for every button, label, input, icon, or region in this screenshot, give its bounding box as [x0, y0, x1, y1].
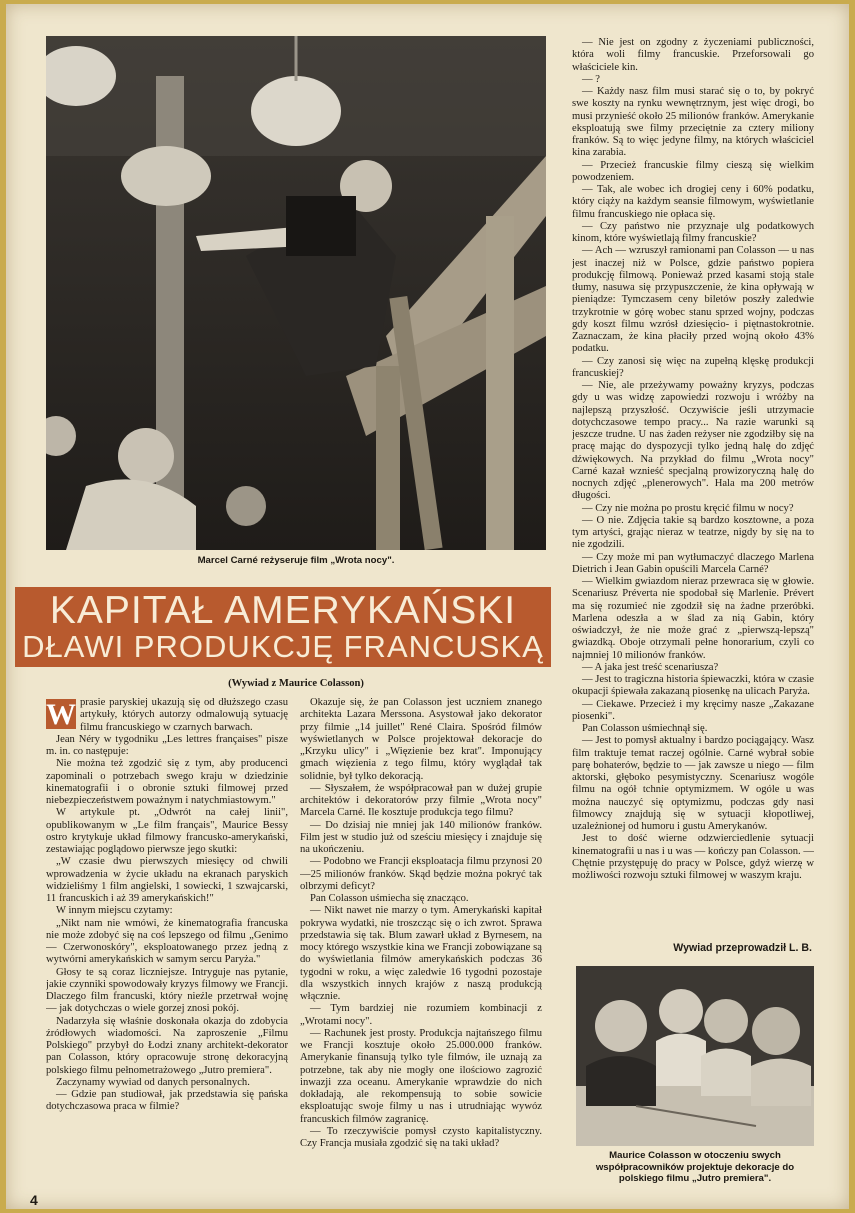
drop-cap: W [46, 698, 76, 731]
magazine-page [6, 4, 849, 1209]
col3-paragraph: — Nie jest on zgodny z życzeniami publiczności, która woli filmy francuskie. Przeforsowali go właściciele kin. [572, 37, 814, 73]
col1-paragraph: „W czasie dwu pierwszych miesięcy od chwili wprowadzenia w życie układu na ekranach paryskich widzieliśmy 1 film angielski, 1 sowiecki, 1 szwajcarski, 11 francuskich i aż 39 amerykańskich!" [46, 856, 288, 904]
colasson-photo [576, 966, 814, 1146]
col2-paragraph: — Podobno we Francji eksploatacja filmu przynosi 20—25 milionów franków. Skąd będzie można pokryć tak olbrzymi deficyt? [300, 856, 542, 892]
col3-paragraph: — Ach — wzruszył ramionami pan Colasson — u nas jest inaczej niż w Polsce, gdzie państwo popiera produkcję filmową. Ponieważ przed kasami stoją stale tłumy, nasuwa się przypuszczenie, że kina opływają w pieniądze: Tymczasem ceny biletów poszły zaledwie trzykrotnie w górę wobec stanu sprzed wojny, podczas gdy koszt filmu wzrósł dziesięcio- i piętnastokrotnie. Zaznaczam, że kina płaciły przed wojną około 43% podatku. [572, 245, 814, 355]
col3-paragraph: — Każdy nasz film musi starać się o to, by pokryć swe koszty na rynku wewnętrznym, jest więc drogi, bo musi przynieść około 25 milionów franków. Amerykanie eksploatują swe filmy przeciętnie za cztery miliony franków. Są to więc jedyne filmy, na których właściciel kina zarabia. [572, 86, 814, 159]
col3-paragraph: — Wielkim gwiazdom nieraz przewraca się w głowie. Scenariusz Préverta nie spodobał się Marlenie. Prévert ma się rozumieć nie zgodził się na żadne przeróbki. Marlena odeszła a w ślad za nią Gabin, który oświadczył, że nie może grać z „pierwszą-lepszą" gwiazdką. Oboje otrzymali pełne honorarium, czyli co najmniej 10 milionów franków. [572, 576, 814, 661]
col3-paragraph: — Tak, ale wobec ich drogiej ceny i 60% podatku, który ciąży na każdym seansie filmowym, wyświetlanie filmu francuskiego nie opłaca się. [572, 184, 814, 220]
col1-paragraph: prasie paryskiej ukazują się od dłuższego czasu artykuły, których autorzy odmalowują sytuację filmu francuskiego w czarnych barwach. [80, 697, 288, 733]
col2-paragraph: — Nikt nawet nie marzy o tym. Amerykański kapitał pokrywa wydatki, nie troszcząc się o ich zwrot. Sprawa przedstawia się tak. Blum zawarł układ z Byrnesem, na mocy którego wszystkie kina we Francji zobowiązane są do wyświetlania filmów amerykańskich podczas 36 tygodni w roku, a więc zaledwie 16 tygodni pozostaje dla wszystkich innych krajów z naszą produkcją włącznie. [300, 905, 542, 1002]
col3-paragraph: Jest to dość wierne odzwierciedlenie sytuacji kinematografii u nas i u was — kończy pan Colasson. — Chętnie przystępuję do pracy w Polsce, gdyż wierzę w możliwości rozwoju sztuki filmowej w waszym kraju. [572, 833, 814, 881]
col2-paragraph: — Słyszałem, że współpracował pan w dużej grupie architektów i dekoratorów przy filmie „Wrota nocy" Marcela Carné. Ile kosztuje produkcja tego filmu? [300, 782, 542, 819]
col3-paragraph: — Ciekawe. Przecież i my kręcimy nasze „Zakazane piosenki". [572, 698, 814, 722]
film-set-photo-illustration [46, 36, 546, 550]
col2-paragraph: Pan Colasson uśmiecha się znacząco. [310, 893, 469, 904]
film-set-photo [46, 36, 546, 550]
col2-paragraph: Okazuje się, że pan Colasson jest uczniem znanego architekta Lazara Merssona. Asystował jako dekorator przy filmie „14 juillet" René Claira. Spośród filmów wyświetlanych w Polsce projektował dekoracje do „Krzyku ulicy" i „Więzienie bez krat". Imponujący gmach więzienia z tego filmu, który wyglądał tak solidnie, był tylko dekoracją. [300, 697, 542, 782]
photo-top-caption: Marcel Carné reżyseruje film „Wrota nocy". [197, 555, 395, 566]
col3-paragraph: — Jest to pomysł aktualny i bardzo pociągający. Wasz film traktuje temat raczej ogólnie. Carné wybrał sobie parę bohaterów, będzie to — jak zawsze u niego — film aktorski, głęboko pesymistyczny. Scenariusz wogóle filmu na ogół tchnie optymizmem. W ogóle u was można nauczyć się optymizmu, podczas gdy nasi filmowcy znajdują się w sytuacji kłopotliwej, uzależnionej od humoru i gustu Amerykanów. [572, 735, 814, 832]
page-number: 4 [30, 1192, 38, 1208]
col3-paragraph: — Czy państwo nie przyznaje ulg podatkowych kinom, które wyświetlają filmy francuskie? [572, 220, 814, 244]
col1-paragraph: Nie można też zgodzić się z tym, aby producenci zapominali o potrzebach swego kraju w dziedzinie kinematografii i o obronie sztuki filmowej przed niebezpieczeństwem poważnym i natychmiastowym." [46, 758, 288, 806]
article-subtitle: (Wywiad z Maurice Colasson) [228, 678, 364, 689]
colasson-photo-illustration [576, 966, 814, 1146]
col2-paragraph: — To rzeczywiście pomysł czysto kapitalistyczny. Czy Francja musiała zgodzić się na taki układ? [300, 1125, 542, 1149]
interview-credit: Wywiad przeprowadził L. B. [673, 942, 812, 954]
col3-paragraph: — Jest to tragiczna historia śpiewaczki, która w czasie okupacji śpiewała zakazaną piosenkę na ulicach Paryża. [572, 674, 814, 698]
col3-paragraph: — ? [582, 73, 600, 85]
headline-line-2: DŁAWI PRODUKCJĘ FRANCUSKĄ [22, 629, 544, 664]
col3-paragraph: — Przecież francuskie filmy cieszą się wielkim powodzeniem. [572, 159, 814, 183]
photo-bottom-caption: Maurice Colasson w otoczeniu swych współpracowników projektuje dekoracje do polskiego filmu „Jutro premiera". [595, 1150, 795, 1184]
col1-paragraph: W innym miejscu czytamy: [56, 905, 173, 917]
col1-paragraph: — Gdzie pan studiował, jak przedstawia się pańska dotychczasowa praca w filmie? [46, 1089, 288, 1113]
col3-paragraph: — Czy nie można po prostu kręcić filmu w nocy? [582, 502, 794, 514]
col3-paragraph: — Czy zanosi się więc na zupełną klęskę produkcji francuskiej? [572, 355, 814, 379]
col2-paragraph: — Do dzisiaj nie mniej jak 140 milionów franków. Film jest w studio już od sześciu miesięcy i znajduje się na ukończeniu. [300, 819, 542, 855]
col1-paragraph: Nadarzyła się właśnie doskonała okazja do zdobycia źródłowych wiadomości. Na zaproszenie „Filmu Polskiego" przybył do Łodzi znany architekt-dekorator pan Colasson, który opracowuje stronę dekoracyjną polskiego filmu pełnometrażowego „Jutro premiera". [46, 1015, 288, 1076]
headline-banner [15, 587, 551, 667]
col2-paragraph: — Rachunek jest prosty. Produkcja najtańszego filmu we Francji kosztuje około 25.000.000 franków. Amerykanie finansują tylko tyle filmów, ile uznają za potrzebne, tak aby nie mogły one ilościowo zagrozić inwazji zza oceanu. Amerykanie wprawdzie do nich dokładają, ale rekompensują to sobie sowicie eksploatując swoje filmy u nas i utrudniając wywóz francuskich filmów zagranicę. [300, 1027, 542, 1125]
col3-paragraph: — O nie. Zdjęcia takie są bardzo kosztowne, a poza tym artyści, grając nieraz w teatrze, nigdy by się na to nie zgodzili. [572, 514, 814, 551]
col1-paragraph: Jean Néry w tygodniku „Les lettres françaises" pisze m. in. co następuje: [46, 733, 288, 757]
column-3 [572, 37, 814, 937]
col1-paragraph: W artykule pt. „Odwrót na całej linii", opublikowanym w „Le film français", Maurice Bessy ostro krytykuje układ filmowy francusko-amerykański, zestawiając poglądowo pierwsze jego skutki: [46, 807, 288, 855]
col1-paragraph: Zaczynamy wywiad od danych personalnych. [56, 1076, 250, 1088]
column-2 [300, 697, 542, 1193]
col3-paragraph: — Nie, ale przeżywamy poważny kryzys, podczas gdy u was widzę zapowiedzi rozwoju i wróżby na najlepszą przyszłość. Oczywiście jeśli utrzymacie dotychczasowe tempo pracy... Na razie warunki są jeszcze trudne. U nas żaden reżyser nie zgodziłby się na pracę mając do dyspozycji tylko jedną halę do zdjęć dźwiękowych. Na przykład do filmu „Wrota nocy" Carné kazał wznieść specjalną prowizoryczną halę do nocnych zdjęć „plenerowych". Hala ma 200 metrów długości. [572, 380, 814, 502]
column-1 [46, 697, 288, 1193]
col1-paragraph: „Nikt nam nie wmówi, że kinematografia francuska nie może zdobyć się na coś lepszego od filmu „Genimo — Czerwonoskóry", eksploatowanego przez jedną z wytwórni amerykańskich w samym sercu Paryża." [46, 917, 288, 966]
col3-paragraph: — A jaka jest treść scenariusza? [582, 661, 719, 673]
col2-paragraph: — Tym bardziej nie rozumiem kombinacji z „Wrotami nocy". [300, 1003, 542, 1027]
col3-paragraph: Pan Colasson uśmiechnął się. [582, 723, 708, 734]
col3-paragraph: — Czy może mi pan wytłumaczyć dlaczego Marlena Dietrich i Jean Gabin opuścili Marcela Carné? [572, 551, 814, 575]
col1-paragraph: Głosy te są coraz liczniejsze. Intryguje nas pytanie, jakie czynniki spowodowały kryzys filmowy we Francji. Dlaczego film francuski, który nieźle przetrwał wojnę — jak dotychczas o wiele gorzej znosi pokój. [46, 966, 288, 1015]
headline-line-1: KAPITAŁ AMERYKAŃSKI [49, 589, 517, 632]
